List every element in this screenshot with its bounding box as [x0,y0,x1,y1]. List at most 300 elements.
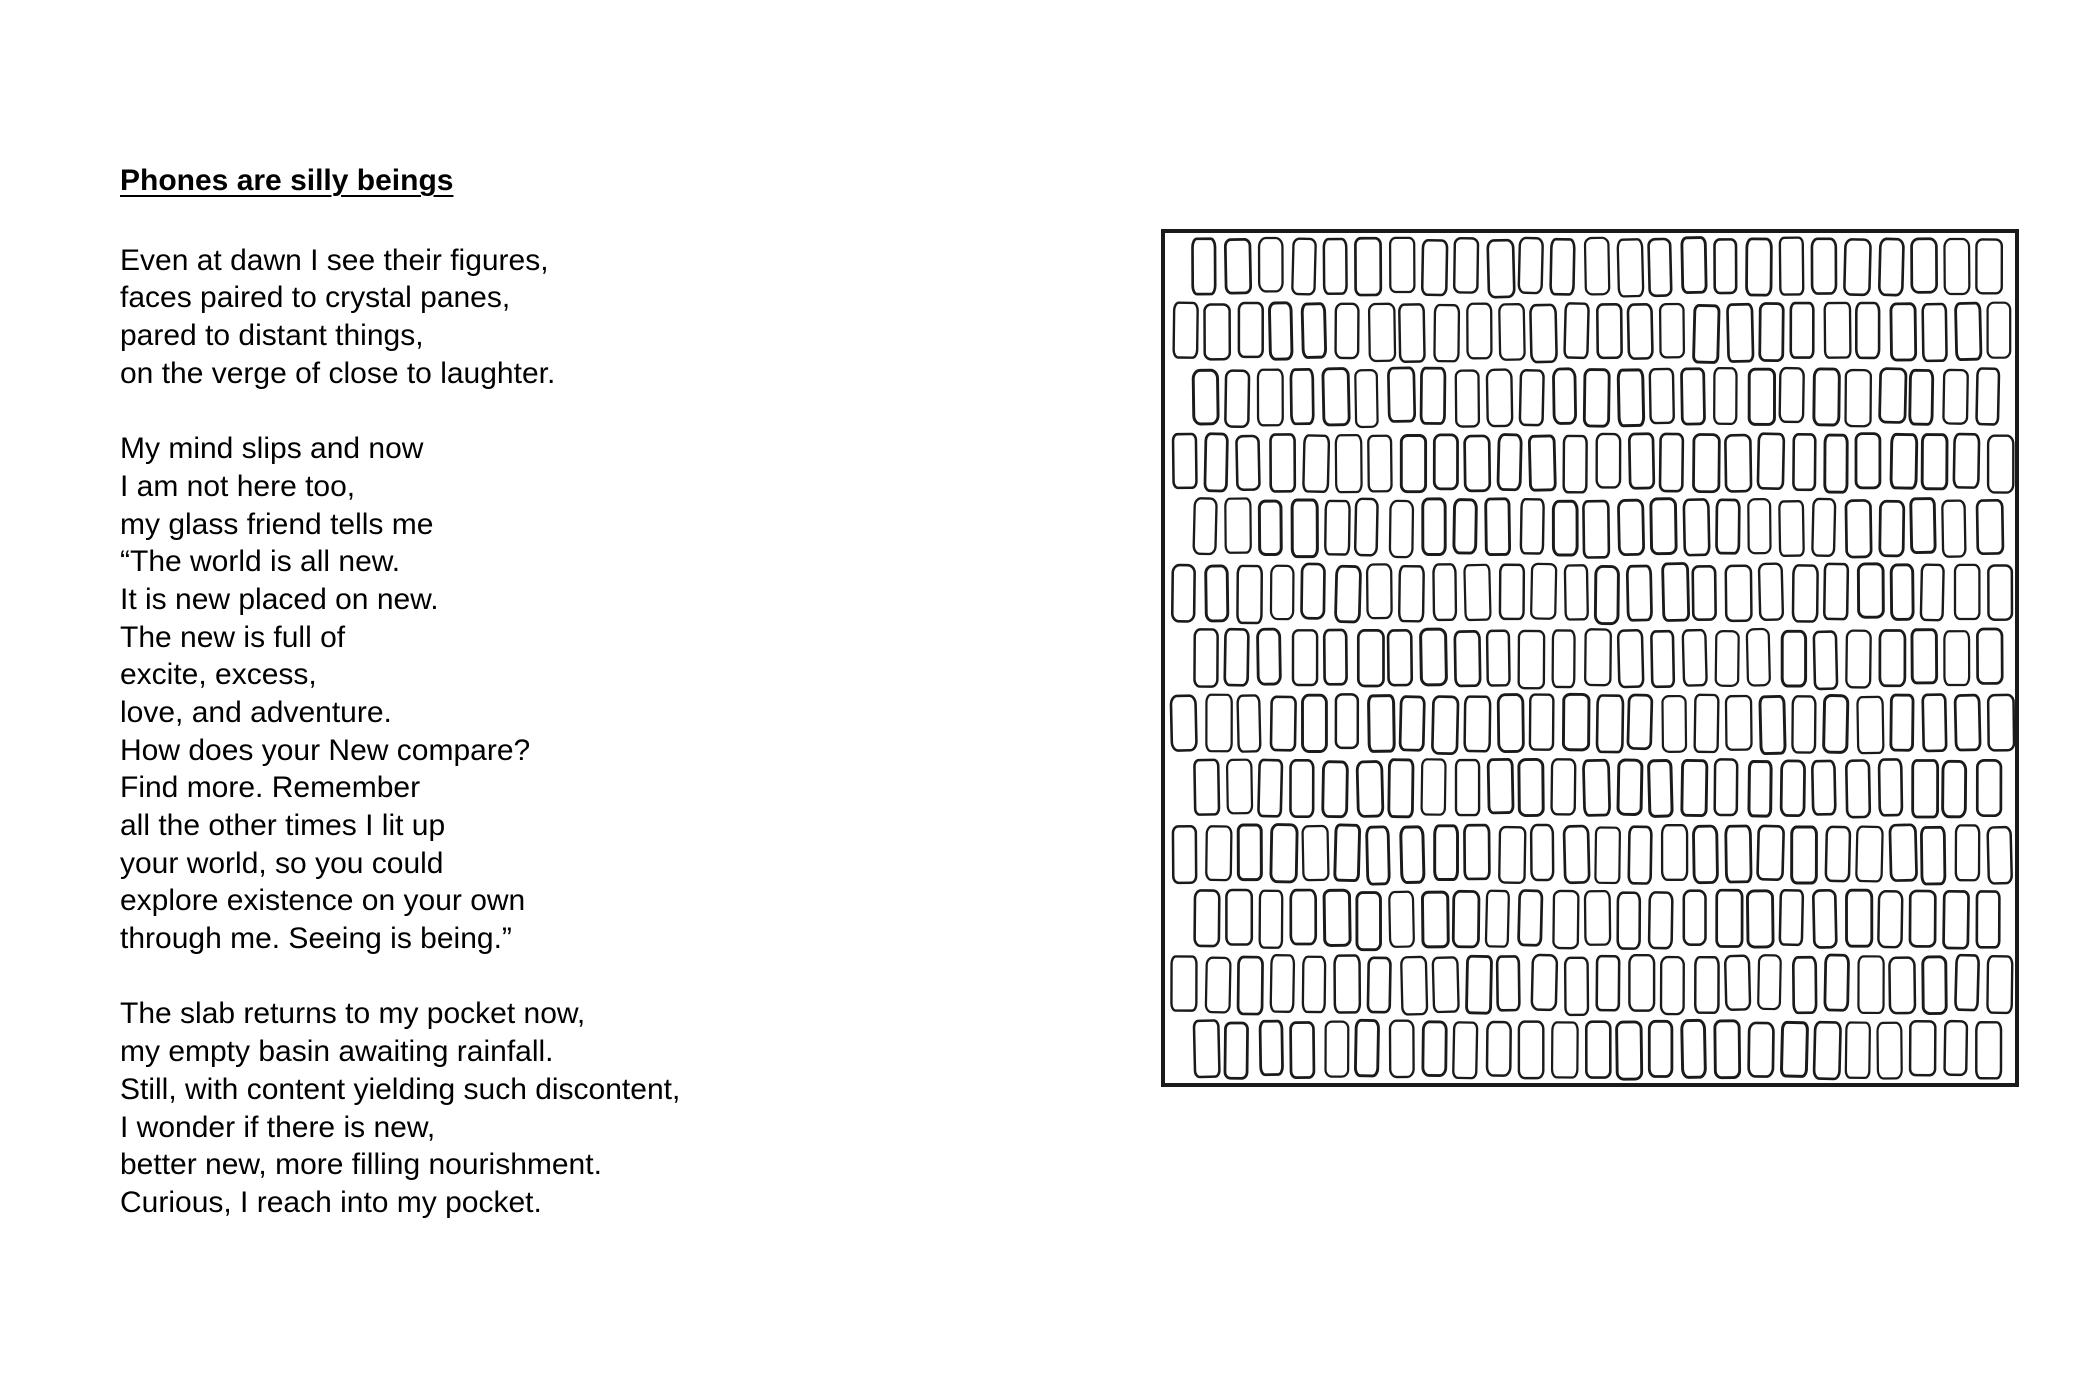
grid-cell [1369,304,1395,361]
grid-cell [1757,826,1783,880]
grid-cell [1618,500,1643,555]
grid-cell [1464,825,1489,879]
grid-cell [1400,697,1424,751]
grid-cell [1565,958,1588,1015]
grid-cell [1954,434,1979,488]
grid-cell [1923,304,1947,361]
grid-cell [1746,239,1771,295]
poem-line: your world, so you could [120,846,444,880]
grid-cell [1825,435,1847,492]
grid-cell [1814,369,1840,425]
grid-cell [1355,1020,1378,1076]
grid-cell [1323,762,1348,817]
grid-cell [1357,761,1383,816]
grid-cell [1879,759,1902,815]
grid-cell [1550,239,1574,294]
grid-cell [1486,891,1509,947]
grid-cell [1226,890,1251,945]
poem-line: love, and adventure. [120,695,392,729]
grid-cell [1793,434,1815,490]
grid-cell [1880,630,1905,685]
grid-cell [1454,238,1478,293]
grid-cell [1648,760,1672,816]
grid-cell [1585,238,1609,295]
grid-cell [1749,369,1774,424]
grid-cell [1826,827,1850,881]
grid-cell [1583,501,1609,558]
grid-cell [1486,499,1510,555]
grid-cell [1890,825,1917,881]
grid-cell [1302,695,1326,751]
grid-cell [1368,436,1391,492]
grid-cell [1921,565,1944,621]
poem [120,158,820,1222]
grid-cell [1453,891,1479,947]
grid-cell [1368,958,1391,1013]
grid-cell [1355,370,1377,427]
grid-cells [1171,237,2014,1079]
ink-grid-illustration [1160,228,2020,1088]
grid-cell [1682,237,1706,292]
grid-cell [1758,955,1781,1009]
grid-cell [1401,957,1427,1015]
poem-line: all the other times I lit up [120,809,446,842]
grid-cell [1595,827,1620,883]
grid-cell [1564,436,1587,492]
grid-cell [1433,564,1456,620]
grid-cell [1271,697,1296,751]
grid-cell [1498,434,1521,489]
grid-cell [1323,368,1349,425]
grid-cell [1238,825,1261,880]
grid-cell [1760,303,1784,360]
grid-cell [1399,304,1424,362]
grid-cell [1303,957,1325,1012]
grid-cell [1258,370,1283,426]
grid-cell [1923,694,1947,751]
grid-cell [1336,694,1358,748]
grid-cell [1943,891,1968,948]
grid-cell [1747,891,1773,947]
grid-cell [1715,759,1738,815]
grid-cell [1597,304,1621,358]
grid-cell [1324,890,1350,945]
grid-cell [1455,631,1480,686]
grid-cell [1290,760,1313,816]
grid-cell [1518,890,1542,945]
grid-cell [1825,955,1849,1010]
grid-cell [1856,303,1879,358]
grid-cell [1912,630,1937,683]
grid-cell [1648,239,1671,296]
grid-cell [1956,825,1979,880]
grid-cell [1291,369,1314,423]
grid-cell [1500,565,1524,619]
grid-cell [1977,500,2003,554]
grid-cell [1325,501,1350,555]
grid-cell [1813,890,1836,947]
grid-cell [1225,498,1251,552]
grid-cell [1206,958,1231,1013]
grid-cell [1846,760,1870,817]
grid-cell [1693,566,1716,619]
grid-cell [1194,498,1217,554]
grid-cell [1324,630,1346,684]
grid-cell [1532,955,1557,1010]
grid-cell [1650,369,1674,423]
grid-cell [1629,827,1652,884]
grid-cell [1292,500,1317,557]
grid-cell [1651,631,1674,687]
grid-cell [1684,499,1710,555]
poem-line: Still, with content yielding such discontent, [120,1072,681,1106]
grid-cell [1194,1020,1220,1077]
grid-cell [1976,368,1999,424]
grid-cell [1225,239,1251,293]
grid-cell [1585,891,1610,945]
stanza-3 [120,995,820,1221]
grid-cell [1988,436,2013,493]
grid-cell [1389,892,1414,947]
grid-cell [1292,239,1316,295]
grid-cell [1465,436,1490,491]
grid-cell [1389,760,1413,817]
grid-cell [1714,368,1736,424]
grid-cell [1977,891,2000,947]
grid-cell [1303,435,1329,492]
grid-cell [1618,893,1640,949]
grid-cell [1955,695,1980,750]
poem-line: my glass friend tells me [120,507,434,541]
grid-cell [1358,630,1383,686]
grid-cell [1922,435,1947,489]
grid-cell [1628,304,1653,359]
poem-line: “The world is all new. [120,545,401,579]
grid-cell [1618,239,1644,296]
grid-cell [1271,824,1297,882]
grid-cell [1564,303,1588,358]
grid-cell [1565,565,1588,619]
grid-cell [1988,565,2012,619]
grid-cell [1976,1022,2001,1078]
grid-cell [1368,696,1394,752]
grid-cell [1880,501,1904,556]
grid-cell [1336,304,1359,358]
grid-cell [1695,695,1719,752]
grid-cell [1780,238,1803,295]
grid-cell [1456,370,1479,426]
grid-cell [1846,1022,1870,1077]
grid-cell [1727,304,1753,361]
grid-cell [1955,565,1979,619]
grid-cell [1662,696,1686,752]
grid-cell [1390,501,1413,557]
grid-cell [1259,501,1281,555]
grid-cell [1357,893,1381,950]
grid-cell [1258,760,1282,817]
grid-cell [1944,239,1969,294]
grid-cell [1661,957,1684,1014]
grid-cell [1355,238,1380,295]
grid-cell [1487,1022,1511,1076]
grid-cell [1583,760,1609,815]
grid-cell [1171,956,1196,1010]
grid-cell [1891,304,1916,361]
grid-cell [1846,370,1871,426]
grid-cell [1355,499,1378,556]
grid-cell [1618,370,1644,426]
grid-cell [1792,827,1817,883]
grid-cell [1453,1022,1477,1078]
grid-cell [1520,370,1544,425]
grid-cell [1814,631,1837,689]
grid-cell [1433,957,1459,1012]
grid-cell [1891,434,1917,488]
grid-cell [1793,957,1816,1013]
grid-cell [1749,761,1771,816]
grid-cell [1335,956,1360,1013]
grid-cell [1434,435,1457,489]
poem-line: better new, more filling nourishment. [120,1148,602,1182]
grid-cell [1499,304,1525,360]
grid-cell [1910,370,1933,424]
grid-cell [1629,434,1654,489]
poem-line: my empty basin awaiting rainfall. [120,1035,554,1069]
grid-cell [1825,303,1851,358]
grid-cell [1889,958,1915,1014]
grid-cell [1401,435,1425,491]
grid-cell [1878,891,1902,947]
grid-cell [1891,565,1913,620]
grid-cell [1856,827,1882,882]
grid-cell [1858,564,1883,617]
grid-cell [1944,631,1969,685]
grid-cell [1988,303,2011,358]
grid-cell [1987,956,2012,1013]
grid-cell [1204,304,1229,359]
grid-cell [1498,694,1523,751]
grid-cell [1530,695,1554,750]
grid-cell [1487,631,1510,686]
grid-cell [1553,630,1575,687]
grid-cell [1717,890,1742,946]
grid-cell [1553,369,1575,424]
grid-cell [1693,826,1717,883]
grid-cell [1793,565,1818,621]
grid-cell [1911,498,1936,552]
grid-cell [1716,500,1739,554]
grid-cell [1649,1021,1672,1076]
poem-line: on the verge of close to laughter. [120,356,556,390]
grid-cell [1260,1021,1283,1075]
grid-cell [1237,566,1261,623]
grid-cell [1551,759,1575,814]
grid-cell [1662,825,1687,880]
grid-cell [1857,697,1883,753]
grid-cell [1519,631,1545,688]
grid-cell [1660,304,1684,357]
grid-cell [1302,304,1326,358]
grid-cell [1976,239,2001,293]
grid-cell [1651,499,1676,554]
grid-cell [1846,500,1871,557]
grid-cell [1521,499,1544,553]
grid-cell [1586,1022,1610,1078]
poem-line: explore existence on your own [120,884,526,918]
grid-cell [1225,1023,1248,1079]
grid-cell [1858,956,1883,1013]
grid-cell [1747,629,1770,686]
grid-cell [1302,826,1328,880]
grid-cell [1488,240,1515,297]
grid-cell [1955,303,1981,360]
grid-cell [1388,368,1415,422]
grid-cell [1780,890,1803,945]
grid-cell [1563,694,1589,750]
grid-cell [1748,499,1770,553]
grid-cell [1422,240,1447,295]
grid-cell [1682,1020,1706,1077]
grid-cell [1824,695,1848,752]
grid-cell [1172,565,1195,622]
grid-cell [1682,760,1707,815]
grid-cell [1335,566,1360,622]
grid-cell [1324,239,1347,294]
grid-cell [1781,761,1805,816]
grid-cell [1270,434,1294,491]
grid-cell [1564,826,1589,883]
grid-cell [1227,760,1252,814]
grid-cell [1585,629,1611,685]
grid-cell [1781,1022,1807,1076]
grid-cell [1174,303,1198,358]
grid-cell [1171,696,1197,751]
poem-line: Curious, I reach into my pocket. [120,1185,542,1219]
grid-cell [1714,239,1736,293]
grid-cell [1422,759,1446,815]
grid-cell [1497,956,1519,1010]
grid-cell [1923,957,1947,1014]
grid-cell [1271,955,1294,1012]
stanza-2 [120,430,820,958]
grid-cell [1891,695,1913,750]
grid-cell [1844,239,1870,295]
grid-cell [1173,434,1197,488]
grid-cell [1921,827,1945,884]
poem-line: Even at dawn I see their figures, [120,243,549,277]
grid-cell [1293,630,1317,685]
grid-cell [1205,434,1228,491]
grid-cell [1660,434,1683,491]
grid-cell [1291,890,1316,944]
grid-cell [1824,564,1848,619]
grid-cell [1715,1021,1740,1078]
poem-line: It is new placed on new. [120,582,439,616]
grid-cell [1421,368,1445,423]
grid-cell [1880,369,1907,423]
grid-cell [1465,697,1491,752]
stanza-1 [120,242,820,393]
grid-cell [1792,696,1815,752]
grid-cell [1812,499,1835,556]
grid-cell [1942,501,1965,557]
grid-cell [1192,239,1215,294]
grid-cell [1206,826,1231,880]
grid-cell [1434,305,1459,361]
grid-cell [1336,435,1362,492]
grid-cell [1291,1022,1314,1077]
grid-cell [1326,1022,1349,1077]
grid-cell [1977,760,2001,815]
grid-cell [1618,630,1643,687]
grid-cell [1239,303,1263,357]
grid-cell [1913,760,1938,817]
grid-cell [1260,891,1283,948]
grid-cell [1173,826,1196,883]
grid-cell [1749,1023,1774,1077]
grid-cell [1726,696,1752,750]
grid-cell [1194,629,1217,686]
grid-cell [1628,695,1652,749]
grid-cell [1812,761,1835,815]
grid-cell [1467,304,1491,359]
grid-cell [1464,565,1490,620]
grid-cell [1988,827,2012,884]
grid-cell [1399,566,1424,621]
grid-cell [1782,631,1805,686]
grid-cell [1553,501,1577,555]
grid-cell [1487,369,1512,426]
grid-cell [1206,695,1231,751]
grid-cell [1271,566,1294,619]
grid-cell [1726,566,1752,621]
grid-cell [1595,566,1618,623]
grid-cell [1725,435,1751,491]
grid-cell [1695,957,1718,1013]
grid-cell [1259,238,1283,291]
grid-cell [1943,370,1967,424]
poem-line: Find more. Remember [120,771,421,805]
grid-cell [1584,369,1609,426]
poem-line: I am not here too, [120,469,356,503]
grid-cell [1388,630,1412,685]
grid-cell [1944,1021,1967,1075]
grid-cell [1856,434,1880,488]
grid-cell [1236,436,1259,490]
grid-cell [1454,500,1477,554]
grid-cell [1846,631,1870,688]
poem-line: through me. Seeing is being.” [120,922,512,956]
grid-cell [1780,368,1804,422]
grid-cell [1597,434,1621,487]
grid-cell [1629,955,1654,1010]
poem-line: My mind slips and now [120,432,424,466]
grid-cell [1759,564,1783,620]
grid-cell [1597,695,1623,752]
grid-cell [1912,239,1937,293]
grid-cell [1225,629,1249,685]
grid-cell [1195,890,1220,946]
grid-cell [1725,956,1750,1010]
grid-cell [1466,956,1491,1013]
grid-cell [1206,566,1228,621]
grid-cell [1456,760,1479,815]
grid-cell [1519,759,1543,815]
grid-cell [1791,303,1814,358]
grid-cell [1758,434,1784,489]
grid-cell [1726,826,1751,882]
grid-cell [1779,501,1803,556]
